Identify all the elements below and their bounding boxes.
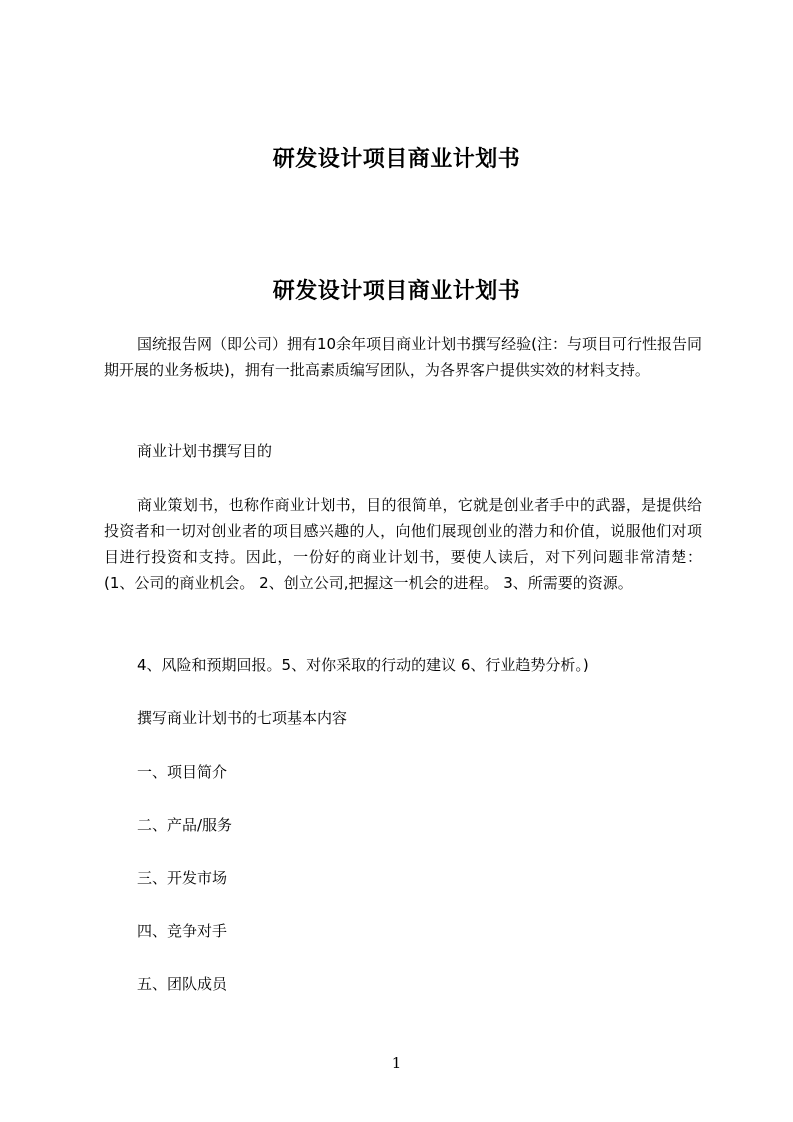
purpose-paragraph: 商业策划书，也称作商业计划书，目的很简单，它就是创业者手中的武器，是提供给投资者和一切对创业者的项目感兴趣的人，向他们展现创业的潜力和价值，说服他们对项目进行投资和支持。因此，一份好的商业计划书，要使人读后，对下列问题非常清楚：(1、公司的商业机会。 2、创立公司,把握这一机会的进程。 3、所需要的资源。 — [104, 496, 702, 592]
list-item: 四、竞争对手 — [137, 922, 228, 940]
list-item: 二、产品/服务 — [137, 816, 233, 834]
list-item: 三、开发市场 — [137, 869, 228, 887]
seven-contents-heading: 撰写商业计划书的七项基本内容 — [137, 709, 348, 727]
document-title-main: 研发设计项目商业计划书 — [272, 279, 521, 304]
document-title-top: 研发设计项目商业计划书 — [272, 147, 521, 172]
purpose-heading: 商业计划书撰写目的 — [137, 442, 273, 460]
risk-line: 4、风险和预期回报。5、对你采取的行动的建议 6、行业趋势分析。) — [137, 656, 589, 674]
page-number: 1 — [391, 1054, 402, 1072]
intro-paragraph: 国统报告网（即公司）拥有10余年项目商业计划书撰写经验(注：与项目可行性报告同期开展的业务板块)，拥有一批高素质编写团队，为各界客户提供实效的材料支持。 — [104, 335, 702, 379]
list-item: 五、团队成员 — [137, 975, 228, 993]
list-item: 一、项目简介 — [137, 763, 228, 781]
